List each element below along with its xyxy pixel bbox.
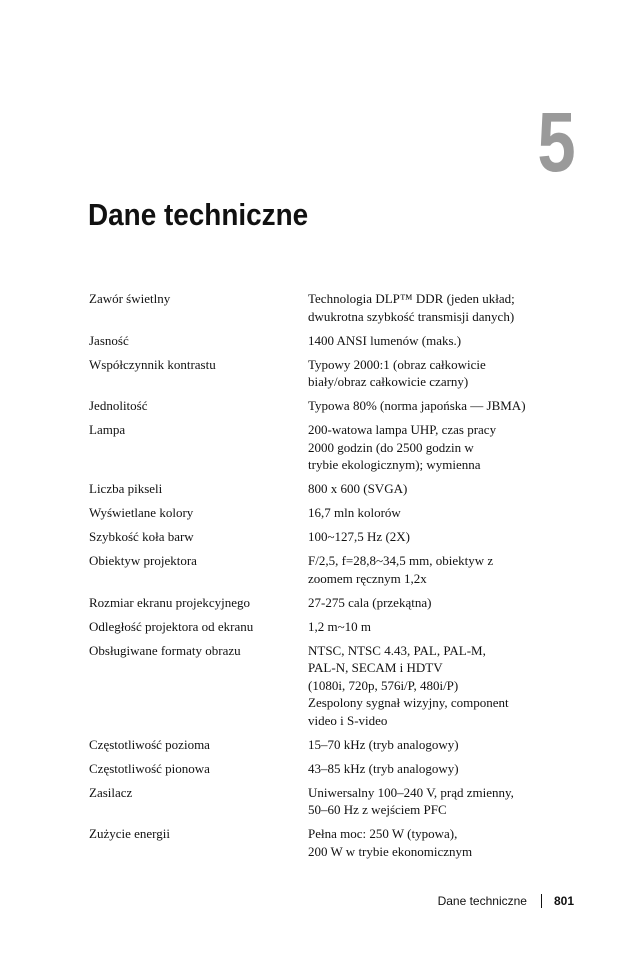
spec-label: Obiektyw projektora: [89, 553, 197, 568]
spec-value-line: 27-275 cala (przekątna): [308, 594, 432, 610]
spec-label: Współczynnik kontrastu: [89, 356, 216, 372]
spec-value-line: zoomem ręcznym 1,2x: [308, 570, 427, 586]
spec-label: Szybkość koła barw: [89, 529, 194, 544]
spec-value-line: 200-watowa lampa UHP, czas pracy: [308, 422, 497, 437]
spec-value-line: PAL-N, SECAM i HDTV: [308, 660, 443, 675]
spec-value-line: NTSC, NTSC 4.43, PAL, PAL-M,: [308, 642, 486, 658]
spec-value-line: (1080i, 720p, 576i/P, 480i/P): [308, 677, 459, 693]
spec-value: [308, 642, 559, 730]
chapter-title: Dane techniczne: [88, 197, 309, 232]
spec-row: [89, 784, 559, 819]
spec-row: [89, 736, 559, 754]
spec-label: Wyświetlane kolory: [89, 505, 194, 520]
footer-section-title: Dane techniczne: [437, 894, 527, 908]
spec-row: [89, 618, 559, 636]
spec-value-line: video i S-video: [308, 712, 388, 728]
spec-value: [308, 356, 559, 391]
spec-row: [89, 397, 559, 415]
spec-value-line: 100~127,5 Hz (2X): [308, 529, 410, 544]
spec-table: [89, 290, 559, 867]
spec-value-line: Zespolony sygnał wizyjny, component: [308, 695, 509, 710]
spec-value-line: 50–60 Hz z wejściem PFC: [308, 802, 447, 817]
spec-value-line: trybie ekologicznym); wymienna: [308, 457, 481, 472]
spec-label: Rozmiar ekranu projekcyjnego: [89, 594, 250, 610]
spec-value-line: 43–85 kHz (tryb analogowy): [308, 760, 459, 776]
spec-value-line: F/2,5, f=28,8~34,5 mm, obiektyw z: [308, 553, 494, 568]
spec-value: [308, 618, 559, 636]
spec-value-line: Uniwersalny 100–240 V, prąd zmienny,: [308, 784, 514, 800]
spec-label: Obsługiwane formaty obrazu: [89, 642, 241, 658]
spec-value-line: Typowa 80% (norma japońska — JBMA): [308, 398, 526, 413]
spec-value: [308, 421, 559, 474]
spec-value-line: 16,7 mln kolorów: [308, 505, 401, 520]
spec-label: Liczba pikseli: [89, 481, 163, 496]
page-footer: [438, 893, 574, 909]
spec-row: [89, 760, 559, 778]
spec-label: Lampa: [89, 422, 126, 437]
spec-label: Zasilacz: [89, 784, 133, 800]
chapter-number: 5: [537, 95, 576, 189]
spec-row: [89, 552, 559, 587]
spec-value: [308, 397, 559, 415]
spec-value-line: 800 x 600 (SVGA): [308, 481, 408, 496]
spec-value-line: 200 W w trybie ekonomicznym: [308, 843, 473, 859]
spec-label: Jasność: [89, 332, 129, 348]
spec-row: [89, 356, 559, 391]
spec-value: [308, 290, 559, 325]
spec-value: [308, 332, 559, 350]
spec-value: [308, 825, 559, 860]
spec-row: [89, 528, 559, 546]
spec-row: [89, 290, 559, 325]
spec-value: [308, 480, 559, 498]
spec-value-line: 15–70 kHz (tryb analogowy): [308, 736, 459, 752]
spec-label: Odległość projektora od ekranu: [89, 618, 254, 634]
spec-value: [308, 760, 559, 778]
spec-row: [89, 421, 559, 474]
page-number: 801: [553, 894, 574, 908]
spec-value: [308, 504, 559, 522]
spec-row: [89, 642, 559, 730]
spec-row: [89, 332, 559, 350]
spec-value-line: Pełna moc: 250 W (typowa),: [308, 826, 458, 841]
spec-value: [308, 552, 559, 587]
spec-label: Częstotliwość pozioma: [89, 736, 210, 752]
footer-divider: [541, 894, 542, 908]
spec-label: Częstotliwość pionowa: [89, 760, 210, 776]
spec-value: [308, 784, 559, 819]
spec-value: [308, 594, 559, 612]
spec-row: [89, 480, 559, 498]
spec-value-line: dwukrotna szybkość transmisji danych): [308, 308, 515, 324]
spec-row: [89, 825, 559, 860]
spec-label: Zużycie energii: [89, 826, 170, 841]
spec-label: Jednolitość: [89, 398, 148, 413]
spec-row: [89, 594, 559, 612]
spec-value-line: biały/obraz całkowicie czarny): [308, 374, 469, 389]
spec-value-line: 1400 ANSI lumenów (maks.): [308, 332, 462, 348]
spec-value-line: 1,2 m~10 m: [308, 618, 372, 634]
spec-label: Zawór świetlny: [89, 291, 171, 306]
spec-row: [89, 504, 559, 522]
spec-value-line: Typowy 2000:1 (obraz całkowicie: [308, 356, 486, 372]
spec-value: [308, 528, 559, 546]
spec-value-line: Technologia DLP™ DDR (jeden układ;: [308, 291, 515, 306]
spec-value-line: 2000 godzin (do 2500 godzin w: [308, 439, 474, 455]
spec-value: [308, 736, 559, 754]
